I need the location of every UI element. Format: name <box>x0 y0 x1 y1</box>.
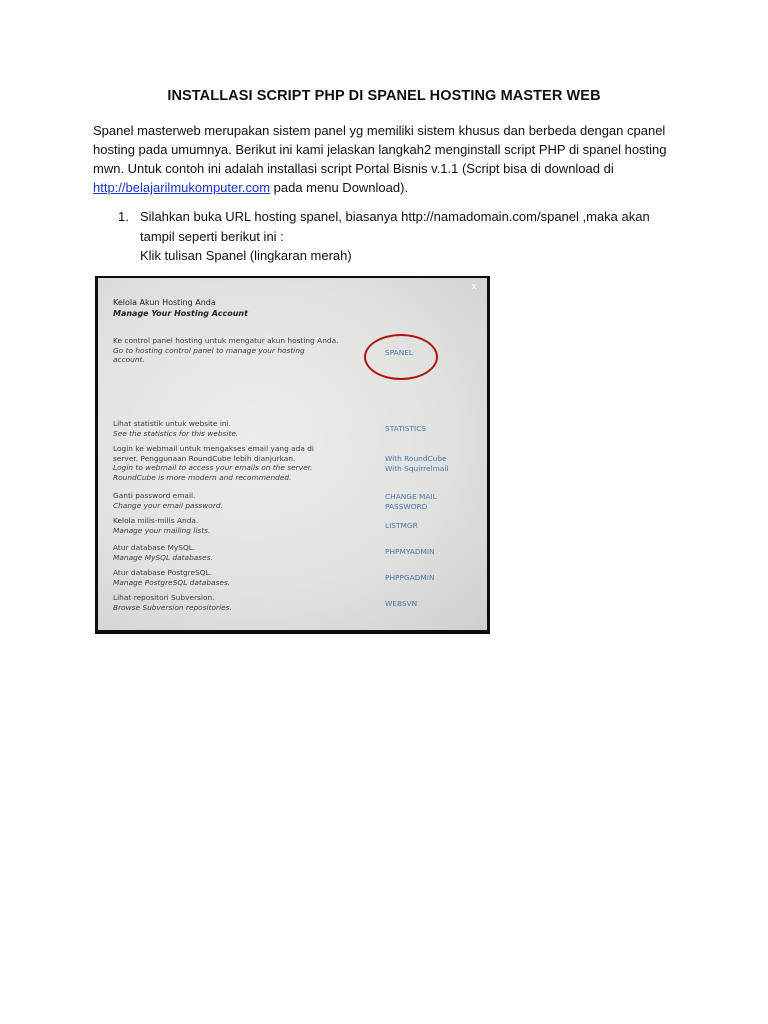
panel-row-spanel: Ke control panel hosting untuk mengatur akun hosting Anda. Go to hosting control panel to manage your hosting account. <box>113 336 339 364</box>
phppgadmin-link[interactable]: PHPPGADMIN <box>385 573 435 582</box>
intro-line-end: pada menu Download). <box>270 180 409 195</box>
intro-paragraph <box>93 121 683 197</box>
statistics-link[interactable]: STATISTICS <box>385 424 427 433</box>
intro-line: hosting pada umumnya. Berikut ini kami jelaskan langkah2 menginstall script PHP di spanel hosting <box>93 142 667 157</box>
step-line: Silahkan buka URL hosting spanel, biasanya http://namadomain.com/spanel ,maka akan <box>140 209 650 224</box>
panel-row-subversion: Lihat repositori Subversion. Browse Subversion repositories. <box>113 593 232 612</box>
phpmyadmin-link[interactable]: PHPMYADMIN <box>385 547 435 556</box>
webmail-links[interactable] <box>385 454 448 473</box>
panel-title: Kelola Akun Hosting Anda <box>113 298 216 307</box>
change-password-link[interactable]: CHANGE MAIL PASSWORD <box>385 492 437 511</box>
hosting-panel <box>98 278 487 630</box>
panel-row-listmgr: Kelola milis-milis Anda. Manage your mailing lists. <box>113 516 211 535</box>
spanel-link[interactable]: SPANEL <box>385 348 414 357</box>
roundcube-link[interactable]: With RoundCube <box>385 454 447 463</box>
panel-row-mysql: Atur database MySQL. Manage MySQL databases. <box>113 543 213 562</box>
spanel-screenshot <box>95 276 490 634</box>
close-icon[interactable]: x <box>471 282 477 292</box>
step-number: 1. <box>118 209 129 224</box>
step-text <box>140 207 680 266</box>
squirrelmail-link[interactable]: With Squirrelmail <box>385 463 449 473</box>
panel-row-webmail: Login ke webmail untuk mengakses email yang ada di server. Penggunaan RoundCube lebih dianjurkan. Login to webmail to access your emails on the server. RoundCube is more modern and recommended. <box>113 444 314 482</box>
red-highlight-circle <box>364 334 438 380</box>
panel-row-statistics: Lihat statistik untuk website ini. See the statistics for this website. <box>113 419 239 438</box>
download-link[interactable]: http://belajarilmukomputer.com <box>93 180 271 195</box>
step-line: Klik tulisan Spanel (lingkaran merah) <box>140 248 352 263</box>
websvn-link[interactable]: WEBSVN <box>385 599 418 608</box>
intro-line-with-link <box>93 178 683 197</box>
panel-subtitle: Manage Your Hosting Account <box>113 309 248 318</box>
intro-line: mwn. Untuk contoh ini adalah installasi script Portal Bisnis v.1.1 (Script bisa di download di <box>93 161 614 176</box>
panel-row-password: Ganti password email. Change your email password. <box>113 491 223 510</box>
intro-line: Spanel masterweb merupakan sistem panel yg memiliki sistem khusus dan berbeda dengan cpanel <box>93 123 666 138</box>
listmgr-link[interactable]: LISTMGR <box>385 521 418 530</box>
step-line: tampil seperti berikut ini : <box>140 228 284 244</box>
document-title: INSTALLASI SCRIPT PHP DI SPANEL HOSTING MASTER WEB <box>167 88 601 104</box>
panel-row-postgresql: Atur database PostgreSQL. Manage PostgreSQL databases. <box>113 568 231 587</box>
